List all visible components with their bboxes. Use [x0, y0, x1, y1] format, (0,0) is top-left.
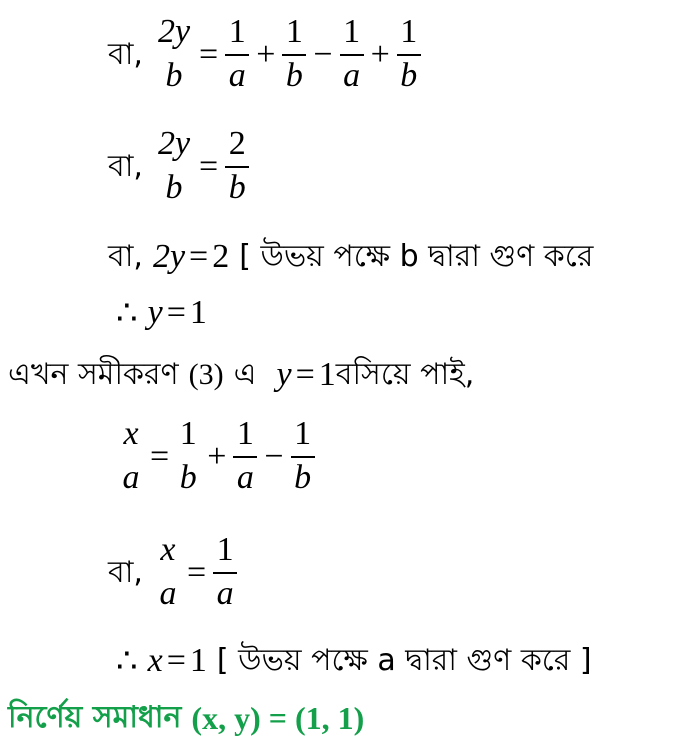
variable: x — [147, 642, 163, 679]
variable: y — [276, 356, 292, 393]
text-mid: এ — [233, 356, 257, 392]
equation-line-8 — [116, 640, 592, 682]
equals-sign: = — [150, 438, 170, 475]
text-after: বসিয়ে পাই, — [335, 356, 475, 392]
equals-sign: = — [199, 148, 219, 185]
equation-line-3 — [108, 236, 593, 278]
rhs-value: 1 — [318, 356, 336, 393]
minus-sign: − — [264, 438, 284, 475]
fraction-lhs: x a — [122, 415, 140, 496]
fraction-rhs: $\frac{2}{b}$ — [225, 124, 249, 210]
step-note: [ উভয় পক্ষে b দ্বারা গুণ করে — [239, 238, 594, 274]
solution-label: নির্ণেয় সমাধান — [8, 699, 182, 735]
rhs-value: 1 — [189, 642, 207, 679]
fraction-term-4: $\frac{1}{b}$ — [397, 12, 421, 98]
equals-sign: = — [166, 294, 186, 331]
therefore-symbol: ∴ — [116, 643, 138, 680]
equals-sign: = — [295, 356, 315, 393]
equation-line-2 — [108, 124, 252, 210]
therefore-symbol: ∴ — [116, 295, 138, 332]
fraction-term-1: $\frac{1}{a}$ — [225, 12, 249, 98]
fraction-term-2: $\frac{1}{b}$ — [282, 12, 306, 98]
fraction-rhs: $\frac{1}{a}$ — [213, 530, 237, 616]
equation-line-1 — [108, 12, 424, 98]
rhs-value: 2 — [212, 238, 230, 275]
equals-sign: = — [186, 554, 207, 591]
step-note: [ উভয় পক্ষে a দ্বারা গুণ করে ] — [216, 642, 592, 678]
equals-sign: = — [189, 238, 209, 275]
lhs-expression: 2y — [152, 238, 186, 275]
ba-label: বা, — [108, 554, 143, 590]
plus-sign: + — [370, 36, 390, 73]
solution-value: (x, y) = (1, 1) — [191, 699, 365, 736]
ba-label: বা, — [108, 36, 143, 72]
fraction-term-2: $\frac{1}{a}$ — [233, 414, 257, 500]
equation-reference: (3) — [188, 358, 224, 391]
fraction-lhs: 2y b — [157, 125, 191, 206]
text-line-substitute — [8, 354, 474, 396]
rhs-value: 1 — [189, 294, 207, 331]
fraction-lhs: 2y b — [157, 13, 191, 94]
text-before: এখন সমীকরণ — [8, 356, 179, 392]
equation-line-7 — [108, 530, 240, 616]
minus-sign: − — [313, 36, 333, 73]
equation-line-4 — [116, 292, 207, 334]
variable: y — [147, 294, 163, 331]
plus-sign: + — [207, 438, 227, 475]
equation-line-6 — [116, 414, 318, 500]
ba-label: বা, — [108, 148, 143, 184]
fraction-term-3: $\frac{1}{b}$ — [291, 414, 315, 500]
solution-line — [8, 696, 364, 740]
equals-sign: = — [199, 36, 219, 73]
equals-sign: = — [166, 642, 186, 679]
fraction-term-1: 1 b — [179, 415, 197, 496]
fraction-term-3: $\frac{1}{a}$ — [340, 12, 364, 98]
ba-label: বা, — [108, 238, 143, 274]
fraction-lhs: x a — [159, 531, 177, 612]
plus-sign: + — [256, 36, 276, 73]
